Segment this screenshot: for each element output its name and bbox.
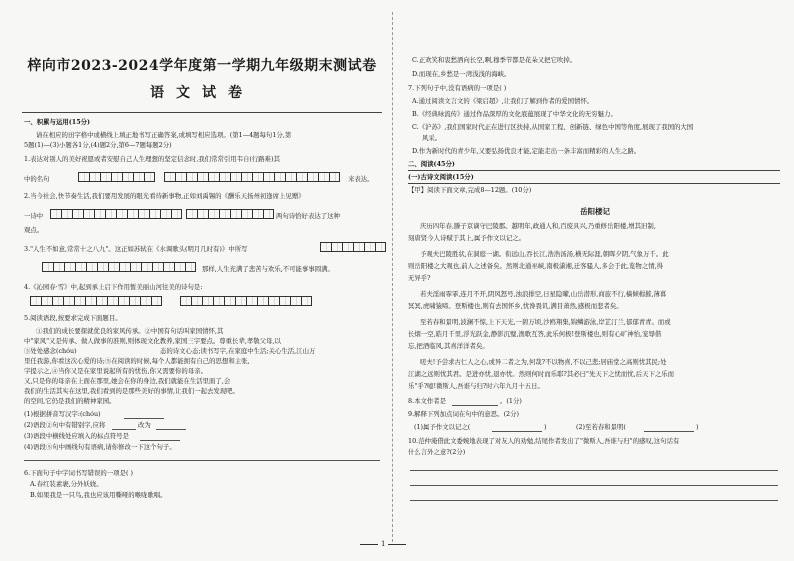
question-7: 7.下列句子中,没有语病的一项是( ) <box>408 84 507 92</box>
passage-line-3b: 态的诗文心态;读书写字,在家庭中生活;关心生活,江山万 <box>160 347 316 355</box>
answer-grid-q2a[interactable] <box>50 209 182 219</box>
question-1-prefix: 中的名句 <box>24 175 50 183</box>
question-5: 5.阅读语段,按要求完成下面题目。 <box>24 314 122 322</box>
blank-8[interactable] <box>452 405 498 406</box>
question-2-line-3: 观点。 <box>24 226 44 234</box>
sub-question-4: (4)语段⑤句中画线句有语病,请你修改一下这个句子。 <box>24 443 176 451</box>
question-7-option-d: D.作为新时代的青少年,又要弘扬优良才能,定能走出一条丰富而精彩的人生之路。 <box>412 147 641 155</box>
essay-line-2: 刻唐贤今人诗赋于其上,属予作文以记之。 <box>408 234 526 242</box>
essay-line-6: 若夫淫雨霏霏,连月不开,阴风怒号,浊浪排空,日星隐曜,山岳潜形,商旅不行,樯倾楫摧,薄暮 <box>420 290 667 298</box>
question-7-option-a: A.通过阅读文言文的《梁启超》,让我们了解到作者的爱国情怀。 <box>412 97 594 105</box>
section-2-heading: 二、阅读(45分) <box>408 160 455 168</box>
question-9-item-1: (1)属予作文以记之( <box>414 423 471 431</box>
instructions-line-1: 请在相应的田字格中或横线上填正地书写正确答案,或填写相应选项。(第1—4题每句1分,第 <box>36 131 292 139</box>
essay-line-3: 予观夫巴陵胜状,在洞庭一湖。衔远山,吞长江,浩浩汤汤,横无际涯,朝晖夕阴,气象万千。此 <box>420 250 669 258</box>
sub-question-1: (1)根据拼音写汉字:(chóu) <box>24 410 101 418</box>
question-10-line-2: 什么言外之意?(2分) <box>408 448 466 456</box>
sub-question-2: (2)语段②句中有错别字,应将 <box>24 421 106 429</box>
question-6-option-c: C.正欢笑和衷愁洒向长空,啊,穆季节都是花朵又把它吹掉。 <box>412 56 577 64</box>
passage-line-6: 又,只是你的母亲在上面在那里,她会在你的身边,我们就能在生活里面了,会 <box>24 377 231 385</box>
blank-5-2b[interactable] <box>156 429 186 430</box>
blank-5-2a[interactable] <box>112 429 136 430</box>
passage-line-5: 字提示之,④当你又是在家里说起所有的忧伤,你又需要你的母亲。 <box>24 367 207 375</box>
question-6-option-b: B.如果我是一只鸟,我也应该用嘶哑的喉咙歌唱。 <box>30 491 167 499</box>
blank-5-3[interactable] <box>140 440 180 441</box>
answer-line-10-1[interactable] <box>410 470 778 471</box>
question-6-option-a: A.春红装素裹,分外妖娆。 <box>30 480 103 488</box>
question-9-item-2-close: ) <box>696 423 699 431</box>
answer-grid-q3b[interactable] <box>42 262 196 272</box>
essay-line-1: 庆历四年春,滕子京谪守巴陵郡。越明年,政通人和,百废具兴,乃重修岳阳楼,增其旧制, <box>420 222 656 230</box>
blank-5-1[interactable] <box>124 418 164 419</box>
essay-line-11: 嗟夫!予尝求古仁人之心,或异二者之为,何哉?不以物喜,不以己悲;居庙堂之高则忧其民;处 <box>420 358 667 366</box>
passage-a-instructions: 【甲】阅读下面文章,完成8—12题。(10分) <box>408 186 532 194</box>
question-10-line-1: 10.范仲淹借此文委婉地表现了对友人的劝勉,结尾作者发出了"微斯人,吾谁与归"的感叹,这句话有 <box>408 437 680 445</box>
question-7-option-c-2: 风采。 <box>422 134 442 142</box>
title-divider <box>22 112 382 113</box>
question-9-item-1-close: ) <box>544 423 547 431</box>
answer-line-10-3[interactable] <box>410 500 778 501</box>
exam-title: 梓向市2023-2024学年度第一学期九年级期末测试卷 <box>27 58 377 74</box>
page-number: 1 <box>360 540 406 548</box>
answer-grid-q2b[interactable] <box>186 209 274 219</box>
essay-line-5: 无异乎? <box>408 274 431 282</box>
sub-question-2b: 改为 <box>138 421 151 429</box>
answer-grid-q3a[interactable] <box>320 242 386 252</box>
answer-grid-q1b[interactable] <box>164 172 340 182</box>
question-2-prefix: 一诗中 <box>24 212 44 220</box>
exam-subtitle: 语文试卷 <box>150 85 254 101</box>
essay-line-9: 长烟一空,皓月千里,浮光跃金,静影沉璧,渔歌互答,此乐何极!登斯楼也,则有心旷神怡,宠辱偕 <box>408 330 662 338</box>
question-9: 9.解释下列加点词在句中的意思。(2分) <box>408 410 520 418</box>
passage-line-7: 我们的生活其实在这里,我们看到的是那些美好的事情,让我们一起去发现吧。 <box>24 387 239 395</box>
essay-line-7: 冥冥,虎啸猿啼。登斯楼也,则有去国怀乡,忧谗畏讥,满目萧然,感极而悲者矣。 <box>408 302 623 310</box>
poem-title: 岳阳楼记 <box>580 207 610 216</box>
essay-line-12: 江湖之远则忧其君。是进亦忧,退亦忧。然则何时而乐耶?其必曰"先天下之忧而忧,后天下之乐而 <box>408 370 675 378</box>
question-2-line-1: 2.当今社会,快节奏生活,我们要用发展的眼光看待新事物,正如刘禹锡的《酬乐天扬州初逢席上见赠》 <box>24 192 305 200</box>
answer-line-10-2[interactable] <box>410 485 778 486</box>
question-1-line-1: 1.表达对别人的美好祝愿或者安慰自己人生理想的坚定信念时,我们常常引用韦自(行路难)其 <box>24 155 280 163</box>
answer-grid-q4a[interactable] <box>30 296 162 306</box>
blank-9-2[interactable] <box>644 431 694 432</box>
column-divider <box>392 12 394 542</box>
question-3-line-1: 3."人生不如意,常常十之八九"。这正如苏轼在《水调歌头(明月几时有)》中所写 <box>24 245 248 253</box>
essay-line-8: 至若春和景明,波澜不惊,上下天光,一碧万顷,沙鸥翔集,锦鳞游泳,岸芷汀兰,郁郁青青。而或 <box>420 318 671 326</box>
passage-line-4: 里任我游,你看这次心爱的诗;⑤在阅读的时候,每个人都能拥有自己的思想和主张, <box>24 357 250 365</box>
subsection-1-heading: (一)古诗文阅读(15分) <box>408 173 474 181</box>
instructions-line-2: 5题(1)—(3)小题各1分,(4)题2分,第6—7题每题2分) <box>24 141 172 149</box>
question-6: 6.下面句子中字词书写错误的一项是( ) <box>24 469 133 477</box>
passage-line-1: ①我们的成长要探就优良的家风传承。②中国有句话叫家国情怀,其 <box>36 327 224 335</box>
question-1-suffix: 来表达。 <box>348 175 374 183</box>
blank-9-1[interactable] <box>492 431 542 432</box>
question-8: 8.本文作者是 <box>408 397 447 405</box>
section-2-divider <box>408 170 780 171</box>
question-3-line-2: 那样,人生充满了悲苦与欢乐,不可能事事圆满。 <box>202 265 334 273</box>
question-4: 4.《沁园春·雪》中,起到承上启下作用暂美丽山河往美的诗句是: <box>24 283 203 291</box>
passage-line-3: ③处处感念(chóu) <box>24 347 77 355</box>
question-7-option-c: C.《沪苏》,我们国家时代正在进行区扶持,从国家工程、创新链、绿色中国等角度,展现了我国的大国 <box>412 123 694 131</box>
question-8-suffix: 。(1分) <box>500 397 522 405</box>
section-1-heading: 一、积累与运用(15分) <box>24 118 91 126</box>
question-2-suffix: 两句诗恰好表达了这种 <box>276 212 340 220</box>
answer-grid-q1a[interactable] <box>78 172 155 182</box>
sub-question-3: (3)语段中横线处应填入的标点符号是 <box>24 432 129 440</box>
question-9-item-2: (2)至若春和景明( <box>576 423 626 431</box>
essay-line-13: 乐"乎?噫!微斯人,吾谁与归?时六年九月十五日。 <box>408 382 544 390</box>
essay-line-10: 忘,把酒临风,其喜洋洋者矣。 <box>408 342 489 350</box>
question-6-option-d: D.而现在,乡愁是一湾浅浅的海峡。 <box>412 70 511 78</box>
answer-grid-q4b[interactable] <box>180 296 312 306</box>
question-7-option-b: B.《经典咏流传》通过作品深厚的文化底蕴展现了中华文化的无穷魅力。 <box>412 110 617 118</box>
essay-line-4: 则岳阳楼之大观也,前人之述备矣。然则北通巫峡,南极潇湘,迁客骚人,多会于此,览物之情,得 <box>408 262 664 270</box>
subsection-1-divider <box>408 183 780 184</box>
passage-line-2: 中"家风"又是传承、做人做事的准则,则体现文化教养,家国三字要点。尊重长辈,孝敬父母,以 <box>24 337 281 345</box>
passage-line-8: 的空间,它仍是我们的精神家园。 <box>24 397 116 405</box>
answer-line-5-4[interactable] <box>24 460 380 461</box>
